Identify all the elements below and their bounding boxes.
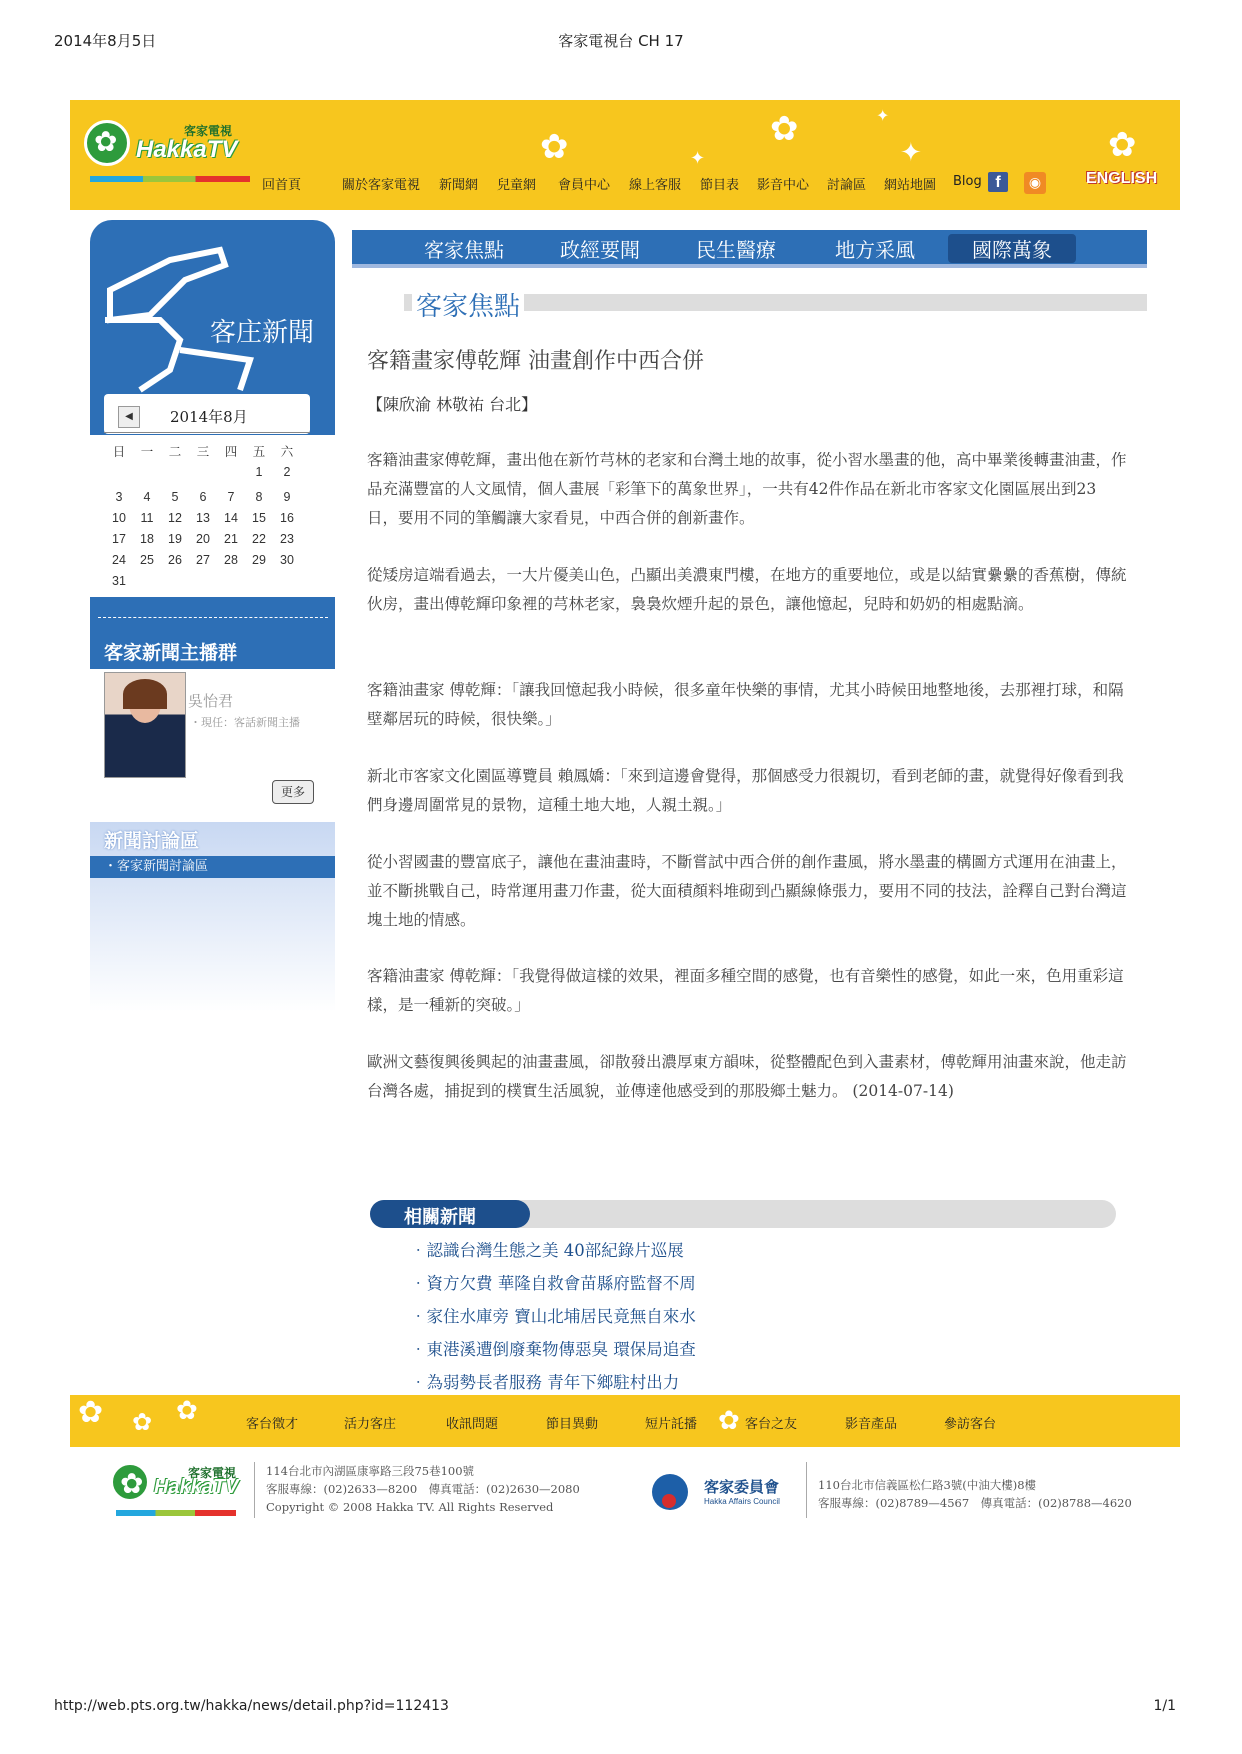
article-paragraph: 客籍油畫家 傅乾輝：「我覺得做這樣的效果，裡面多種空間的感覺，也有音樂性的感覺，如此一來，色用重彩這樣，是一種新的突破。」 bbox=[367, 967, 1124, 1014]
footer-council-info bbox=[818, 1476, 1132, 1512]
footer-nav-jobs[interactable]: 客台徵才 bbox=[246, 1417, 299, 1432]
council-en-name: Hakka Affairs Council bbox=[704, 1497, 780, 1506]
calendar-divider bbox=[104, 432, 310, 433]
footer-nav-reception[interactable]: 收訊問題 bbox=[446, 1417, 499, 1432]
calendar-weekday: 三 bbox=[196, 444, 210, 459]
calendar-day bbox=[245, 570, 273, 591]
calendar-day[interactable]: 18 bbox=[140, 531, 154, 546]
calendar-day[interactable]: 6 bbox=[199, 489, 207, 504]
calendar-weekday: 二 bbox=[168, 444, 182, 459]
category-tab-local[interactable]: 地方采風 bbox=[835, 238, 915, 262]
related-news-title: 相關新聞 bbox=[404, 1207, 476, 1228]
anchor-name[interactable]: 吳怡君 bbox=[188, 692, 234, 710]
logo-stripe bbox=[90, 176, 250, 182]
calendar-day[interactable]: 1 bbox=[255, 464, 263, 479]
print-page-number: 1/1 bbox=[1153, 1698, 1176, 1714]
forum-link-label: ・客家新聞討論區 bbox=[104, 859, 209, 874]
star-decoration-icon: ✦ bbox=[690, 148, 706, 169]
calendar-day bbox=[133, 461, 161, 482]
calendar-day bbox=[105, 461, 133, 482]
flower-decoration-icon: ✿ bbox=[176, 1396, 198, 1426]
calendar-day[interactable]: 12 bbox=[168, 510, 182, 525]
category-tab-politics[interactable]: 政經要聞 bbox=[560, 238, 640, 262]
related-news-link[interactable]: ‧為弱勢長者服務 青年下鄉駐村出力 bbox=[410, 1373, 680, 1392]
calendar-day[interactable]: 29 bbox=[252, 552, 266, 567]
calendar-week-row bbox=[105, 549, 301, 570]
calendar-weekday: 六 bbox=[280, 444, 294, 459]
calendar-weekday: 一 bbox=[140, 444, 154, 459]
footer-copyright: Copyright © 2008 Hakka TV. All Rights Reserved bbox=[266, 1500, 554, 1514]
council-name[interactable]: 客家委員會 bbox=[704, 1478, 780, 1496]
logo-stripe bbox=[116, 1510, 236, 1516]
calendar-prev-button[interactable]: ◀ bbox=[118, 406, 140, 428]
flower-logo-icon bbox=[110, 1462, 150, 1502]
calendar-day[interactable]: 19 bbox=[168, 531, 182, 546]
calendar-day bbox=[161, 461, 189, 482]
calendar-day[interactable]: 21 bbox=[224, 531, 238, 546]
calendar-day[interactable]: 10 bbox=[112, 510, 126, 525]
top-nav-home[interactable]: 回首頁 bbox=[262, 178, 302, 193]
logo-cn-text: 客家電視 bbox=[188, 1466, 237, 1480]
footer-hakkatv-info bbox=[266, 1462, 580, 1516]
calendar-day[interactable]: 9 bbox=[283, 489, 291, 504]
calendar-day[interactable]: 25 bbox=[140, 552, 154, 567]
calendar-day bbox=[161, 570, 189, 591]
footer-separator bbox=[806, 1462, 807, 1518]
forum-title: 新聞討論區 bbox=[104, 830, 200, 852]
calendar-month-label: 2014年8月 bbox=[170, 408, 248, 426]
section-title-gap bbox=[352, 294, 404, 311]
article-paragraph: 從小習國畫的豐富底子，讓他在畫油畫時，不斷嘗試中西合併的創作畫風，將水墨畫的構圖方式運用在油畫上，並不斷挑戰自己，時常運用畫刀作畫，從大面積顏料堆砌到凸顯線條張力，要用不同的技法，詮釋自己對台灣這塊土地的情感。 bbox=[367, 853, 1127, 929]
calendar-week-row bbox=[105, 528, 301, 549]
flower-decoration-icon: ✿ bbox=[78, 1395, 104, 1430]
related-news-link[interactable]: ‧家住水庫旁 寶山北埔居民竟無自來水 bbox=[410, 1307, 696, 1326]
calendar-week-row bbox=[105, 570, 301, 591]
flower-decoration-icon: ✿ bbox=[132, 1408, 153, 1436]
calendar-day[interactable]: 7 bbox=[227, 489, 235, 504]
related-news-link[interactable]: ‧認識台灣生態之美 40部紀錄片巡展 bbox=[410, 1241, 684, 1260]
flower-decoration-icon: ✿ bbox=[540, 127, 569, 167]
top-nav-member[interactable]: 會員中心 bbox=[558, 178, 611, 193]
calendar-day bbox=[189, 461, 217, 482]
top-nav-about[interactable]: 關於客家電視 bbox=[342, 178, 421, 193]
footer-separator bbox=[254, 1462, 255, 1518]
print-date: 2014年8月5日 bbox=[54, 32, 157, 50]
calendar-day[interactable]: 26 bbox=[168, 552, 182, 567]
council-logo-icon[interactable] bbox=[652, 1474, 688, 1510]
rss-icon[interactable]: ◉ bbox=[1024, 172, 1046, 194]
calendar-day[interactable]: 11 bbox=[140, 510, 154, 525]
top-nav-sitemap[interactable]: 網站地圖 bbox=[884, 178, 937, 193]
calendar-day[interactable]: 20 bbox=[196, 531, 210, 546]
top-nav-blog[interactable]: Blog bbox=[953, 174, 982, 189]
logo-brand-text: HakkaTV bbox=[136, 136, 238, 163]
council-address: 110台北市信義區松仁路3號(中油大樓)8樓 bbox=[818, 1478, 1037, 1492]
flower-decoration-icon: ✿ bbox=[1108, 125, 1137, 165]
calendar-day bbox=[133, 570, 161, 591]
calendar-day[interactable]: 30 bbox=[280, 552, 294, 567]
flower-logo-icon bbox=[84, 120, 130, 166]
article-title: 客籍畫家傅乾輝 油畫創作中西合併 bbox=[367, 349, 704, 374]
logo-cn-text: 客家電視 bbox=[184, 124, 233, 138]
calendar-day[interactable]: 17 bbox=[112, 531, 126, 546]
sidebar-title: 客庄新聞 bbox=[210, 318, 315, 348]
english-link[interactable]: ENGLISH bbox=[1086, 170, 1158, 187]
section-title: 客家焦點 bbox=[412, 286, 524, 323]
calendar-day[interactable]: 4 bbox=[143, 489, 151, 504]
category-nav bbox=[352, 230, 1147, 268]
flower-decoration-icon: ✿ bbox=[770, 109, 799, 149]
related-news-link[interactable]: ‧東港溪遭倒廢棄物傳惡臭 環保局追查 bbox=[410, 1340, 696, 1359]
calendar-day[interactable]: 13 bbox=[196, 510, 210, 525]
calendar-day bbox=[189, 570, 217, 591]
calendar-day bbox=[273, 570, 301, 591]
category-tab-hakka-focus[interactable]: 客家焦點 bbox=[424, 238, 504, 262]
top-nav-news[interactable]: 新聞網 bbox=[439, 178, 479, 193]
article-paragraph: 新北市客家文化園區導覽員 賴鳳嬌：「來到這邊會覺得，那個感受力很親切，看到老師的畫，就覺得好像看到我們身邊周圍常見的景物，這種土地大地，人親土親。」 bbox=[367, 767, 1124, 814]
calendar-day[interactable]: 22 bbox=[252, 531, 266, 546]
category-tab-international[interactable]: 國際萬象 bbox=[948, 234, 1076, 263]
top-nav-support[interactable]: 線上客服 bbox=[629, 178, 682, 193]
calendar-day[interactable]: 15 bbox=[252, 510, 266, 525]
footer-address: 114台北市內湖區康寧路三段75巷100號 bbox=[266, 1464, 475, 1478]
calendar-day[interactable]: 2 bbox=[283, 464, 291, 479]
facebook-icon[interactable]: f bbox=[988, 172, 1008, 192]
article-byline: 【陳欣渝 林敬祐 台北】 bbox=[367, 395, 538, 414]
calendar-day[interactable]: 5 bbox=[171, 489, 179, 504]
calendar-day bbox=[217, 570, 245, 591]
forum-link-hakka-news[interactable] bbox=[90, 856, 335, 878]
calendar-day bbox=[217, 461, 245, 482]
footer-nav-program-changes[interactable]: 節目異動 bbox=[546, 1417, 599, 1432]
calendar-weekday: 日 bbox=[112, 444, 126, 459]
top-nav-media[interactable]: 影音中心 bbox=[757, 178, 810, 193]
calendar-day[interactable]: 31 bbox=[112, 573, 126, 588]
anchors-title: 客家新聞主播群 bbox=[104, 642, 238, 664]
calendar-weekday: 四 bbox=[224, 444, 238, 459]
calendar-weekday-row bbox=[105, 440, 301, 461]
article-paragraph: 歐洲文藝復興後興起的油畫畫風，卻散發出濃厚東方韻味，從整體配色到入畫素材，傅乾輝用油畫來說，他走訪台灣各處，捕捉到的樸實生活風貌，並傳達他感受到的那股鄉土魅力。 (2014-07-14) bbox=[367, 1053, 1127, 1100]
footer-phone: 客服專線：(02)2633—8200 傳真電話：(02)2630—2080 bbox=[266, 1482, 580, 1496]
related-news-link[interactable]: ‧資方欠費 華隆自救會苗縣府監督不周 bbox=[410, 1274, 696, 1293]
footer-nav-media-products[interactable]: 影音產品 bbox=[845, 1417, 898, 1432]
calendar-day[interactable]: 8 bbox=[255, 489, 263, 504]
article-paragraph: 從矮房這端看過去，一大片優美山色，凸顯出美濃東門樓，在地方的重要地位，或是以結實纍纍的香蕉樹，傳統伙房，畫出傅乾輝印象裡的芎林老家，裊裊炊煙升起的景色，讓他憶起，兒時和奶奶的相處點滴。 bbox=[367, 566, 1127, 613]
flower-decoration-icon: ✦ bbox=[900, 138, 922, 168]
star-decoration-icon: ✦ bbox=[876, 106, 890, 125]
calendar-week-row bbox=[105, 486, 301, 507]
calendar-day[interactable]: 3 bbox=[115, 489, 123, 504]
anchors-divider bbox=[98, 617, 328, 618]
footer-nav-village[interactable]: 活力客庄 bbox=[344, 1417, 397, 1432]
calendar-day[interactable]: 27 bbox=[196, 552, 210, 567]
calendar-day[interactable]: 24 bbox=[112, 552, 126, 567]
calendar-table bbox=[105, 440, 301, 591]
footer-nav-friends[interactable]: 客台之友 bbox=[745, 1417, 798, 1432]
calendar-weekday: 五 bbox=[252, 444, 266, 459]
print-page-title: 客家電視台 CH 17 bbox=[558, 32, 684, 50]
footer-nav-visit[interactable]: 參訪客台 bbox=[944, 1417, 997, 1432]
article-paragraph: 客籍油畫家傅乾輝，畫出他在新竹芎林的老家和台灣土地的故事，從小習水墨畫的他，高中畢業後轉畫油畫，作品充滿豐富的人文風情，個人畫展「彩筆下的萬象世界」，一共有42件作品在新北市客家文化園區展出到23日，要用不同的筆觸讓大家看見，中西合併的創新畫作。 bbox=[367, 451, 1127, 527]
footer-nav-short-ads[interactable]: 短片託播 bbox=[645, 1417, 698, 1432]
top-nav-kids[interactable]: 兒童網 bbox=[497, 178, 537, 193]
flower-decoration-icon: ✿ bbox=[718, 1406, 740, 1436]
calendar-day[interactable]: 16 bbox=[280, 510, 294, 525]
council-phone: 客服專線：(02)8789—4567 傳真電話：(02)8788—4620 bbox=[818, 1496, 1132, 1510]
article-paragraph: 客籍油畫家 傅乾輝：「讓我回憶起我小時候，很多童年快樂的事情，尤其小時候田地整地後，去那裡打球，和隔壁鄰居玩的時候，很快樂。」 bbox=[367, 681, 1124, 728]
calendar-day[interactable]: 28 bbox=[224, 552, 238, 567]
logo-brand-text: HakkaTV bbox=[154, 1476, 239, 1498]
print-url: http://web.pts.org.tw/hakka/news/detail.php?id=112413 bbox=[54, 1698, 449, 1714]
more-anchors-button[interactable]: 更多 bbox=[272, 780, 314, 804]
top-nav-forum[interactable]: 討論區 bbox=[827, 178, 867, 193]
footer-bar bbox=[70, 1395, 1180, 1447]
calendar-day[interactable]: 23 bbox=[280, 531, 294, 546]
anchor-photo[interactable] bbox=[104, 672, 186, 778]
calendar-week-row bbox=[105, 461, 301, 482]
calendar-day[interactable]: 14 bbox=[224, 510, 238, 525]
top-nav-schedule[interactable]: 節目表 bbox=[700, 178, 740, 193]
category-tab-livelihood[interactable]: 民生醫療 bbox=[696, 238, 776, 262]
footer-hakkatv-logo[interactable] bbox=[110, 1462, 240, 1520]
calendar-week-row bbox=[105, 507, 301, 528]
related-news-list bbox=[410, 1234, 696, 1399]
hakkatv-logo[interactable] bbox=[84, 120, 254, 192]
anchor-role: ・現任：客話新聞主播 bbox=[190, 716, 300, 729]
